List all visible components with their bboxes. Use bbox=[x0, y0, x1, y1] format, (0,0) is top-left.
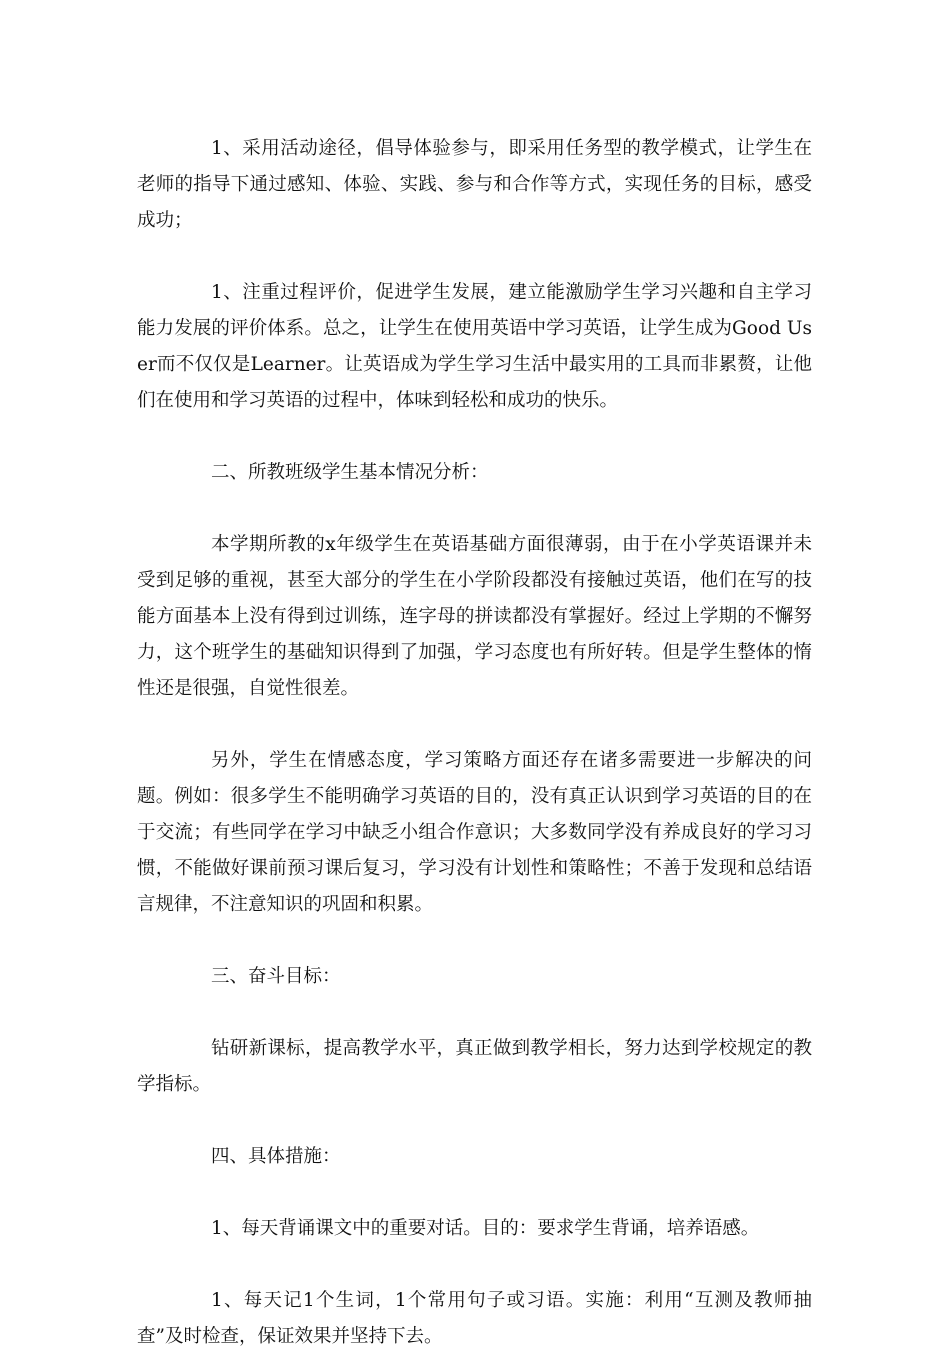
document-body bbox=[137, 131, 812, 1355]
paragraph-student-problems: 另外，学生在情感态度，学习策略方面还存在诸多需要进一步解决的问题。例如：很多学生不能明确学习英语的目的，没有真正认识到学习英语的目的在于交流；有些同学在学习中缺乏小组合作意识；大多数同学没有养成良好的学习习惯，不能做好课前预习课后复习，学习没有计划性和策略性；不善于发现和总结语言规律，不注意知识的巩固和积累。 bbox=[137, 750, 812, 915]
heading-measures: 四、具体措施： bbox=[211, 1146, 341, 1167]
heading-goals: 三、奋斗目标： bbox=[211, 966, 341, 987]
heading-class-analysis: 二、所教班级学生基本情况分析： bbox=[211, 462, 489, 483]
paragraph-goals: 钻研新课标，提高教学水平，真正做到教学相长，努力达到学校规定的教学指标。 bbox=[137, 1038, 812, 1095]
paragraph-measure-vocabulary: 1、每天记1个生词，1个常用句子或习语。实施：利用“互测及教师抽查”及时检查，保证效果并坚持下去。 bbox=[137, 1290, 812, 1347]
paragraph-method-activity: 1、采用活动途径，倡导体验参与，即采用任务型的教学模式，让学生在老师的指导下通过感知、体验、实践、参与和合作等方式，实现任务的目标，感受成功； bbox=[137, 138, 812, 231]
paragraph-process-evaluation: 1、注重过程评价，促进学生发展，建立能激励学生学习兴趣和自主学习能力发展的评价体系。总之，让学生在使用英语中学习英语，让学生成为Good User而不仅仅是Learner。让英语成为学生学习生活中最实用的工具而非累赘，让他们在使用和学习英语的过程中，体味到轻松和成功的快乐。 bbox=[137, 282, 812, 411]
paragraph-measure-recite: 1、每天背诵课文中的重要对话。目的：要求学生背诵，培养语感。 bbox=[211, 1218, 760, 1239]
paragraph-student-foundation: 本学期所教的x年级学生在英语基础方面很薄弱，由于在小学英语课并未受到足够的重视，甚至大部分的学生在小学阶段都没有接触过英语，他们在写的技能方面基本上没有得到过训练，连字母的拼读都没有掌握好。经过上学期的不懈努力，这个班学生的基础知识得到了加强，学习态度也有所好转。但是学生整体的惰性还是很强，自觉性很差。 bbox=[137, 534, 812, 699]
